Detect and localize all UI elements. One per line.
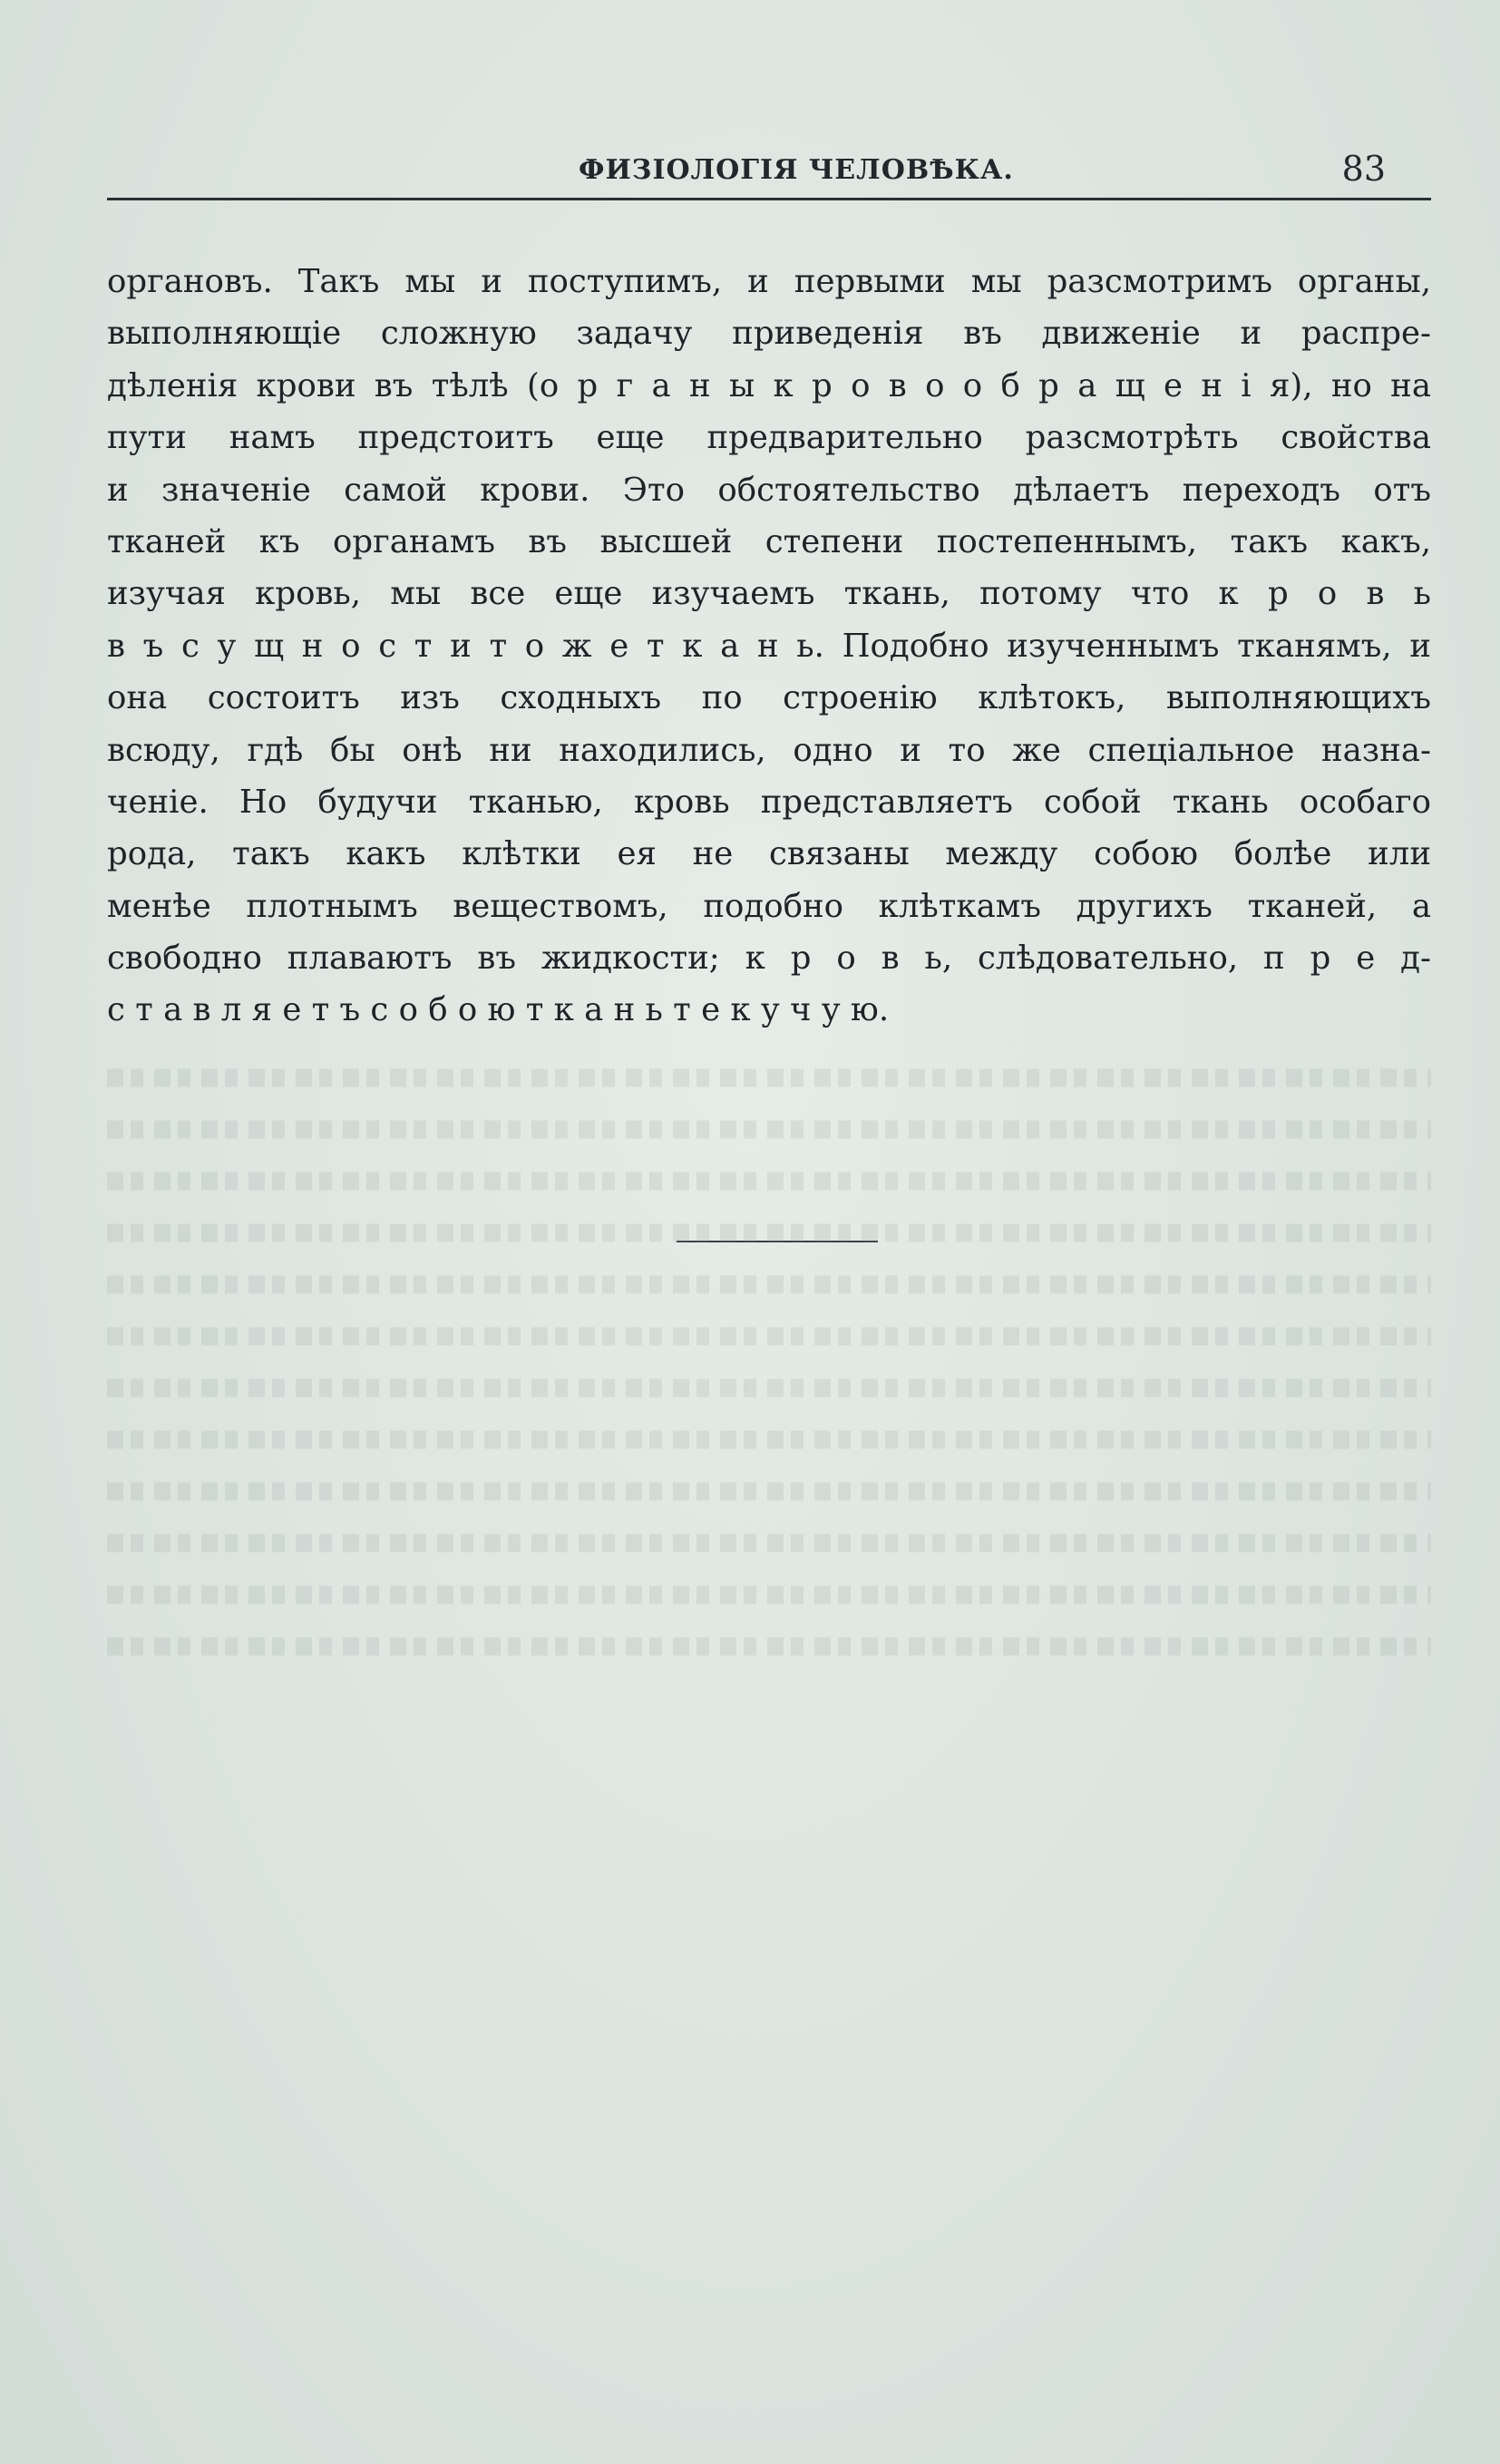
text-line: рода, такъ какъ клѣтки ея не связаны между собою болѣе или [107,835,1431,873]
text-line: выполняющіе сложную задачу приведенія въ движеніе и распре- [107,315,1431,353]
text-line-last: с т а в л я е т ъ с о б о ю т к а н ь т е к у ч у ю. [107,991,890,1029]
running-head [107,145,1431,200]
text-line: свободно плаваютъ въ жидкости; к р о в ь, слѣдовательно, п р е д- [107,940,1431,978]
text-line: всюду, гдѣ бы онѣ ни находились, одно и то же спеціальное назна- [107,731,1431,769]
header-rule [107,198,1431,200]
text-line: и значеніе самой крови. Это обстоятельство дѣлаетъ переходъ отъ [107,471,1431,509]
page-number: 83 [1341,149,1386,189]
text-line: пути намъ предстоитъ еще предварительно разсмотрѣть свойства [107,419,1431,457]
text-line: ченіе. Но будучи тканью, кровь представляетъ собой ткань особаго [107,783,1431,821]
text-line: тканей къ органамъ въ высшей степени постепеннымъ, такъ какъ, [107,522,1431,560]
text-line: изучая кровь, мы все еще изучаемъ ткань, потому что к р о в ь [107,575,1431,613]
text-line: в ъ с у щ н о с т и т о ж е т к а н ь. Подобно изученнымъ тканямъ, и [107,627,1431,665]
section-end-rule [677,1241,878,1242]
text-line: дѣленія крови въ тѣлѣ (о р г а н ы к р о в о о б р а щ е н і я), но на [107,366,1431,404]
body-paragraph [107,256,1431,1037]
text-line: она состоитъ изъ сходныхъ по строенію клѣтокъ, выполняющихъ [107,679,1431,717]
text-line: органовъ. Такъ мы и поступимъ, и первыми мы разсмотримъ органы, [107,263,1431,300]
text-line: менѣе плотнымъ веществомъ, подобно клѣткамъ другихъ тканей, а [107,887,1431,925]
running-title: ФИЗІОЛОГІЯ ЧЕЛОВѢКА. [579,154,1014,186]
show-through-texture [107,1052,1431,2449]
